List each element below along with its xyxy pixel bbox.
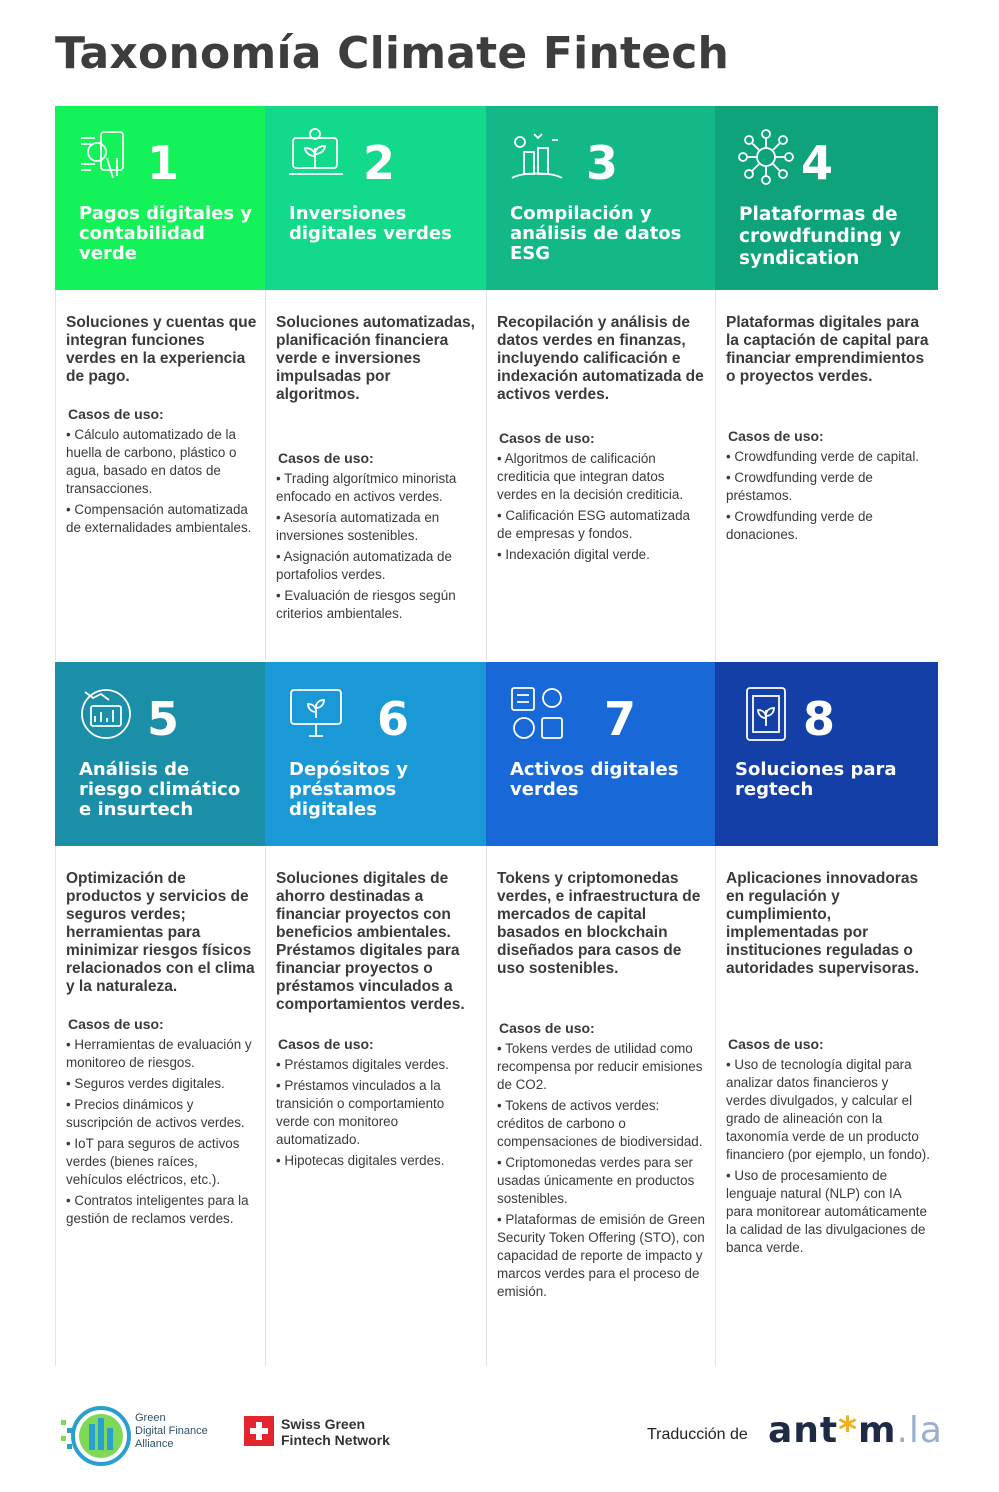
row-2-headers <box>55 662 938 846</box>
category-name: Activos digitales verdes <box>510 759 679 800</box>
use-case-item: • Asesoría automatizada en inversiones sostenibles. <box>276 509 478 545</box>
gdfa-logo <box>57 1400 237 1470</box>
use-case-item: • Trading algorítmico minorista enfocado en activos verdes. <box>276 470 478 506</box>
gdfa-line: Alliance <box>135 1438 174 1450</box>
category-7-header <box>486 662 715 846</box>
category-number: 5 <box>147 692 180 746</box>
use-case-item: • Uso de procesamiento de lenguaje natural (NLP) con IA para monitorear automáticamente la calidad de las divulgaciones de banca verde. <box>726 1167 930 1257</box>
use-case-item: • Indexación digital verde. <box>497 546 707 564</box>
brand-part: ant <box>768 1410 839 1451</box>
category-1-header <box>55 106 265 290</box>
use-case-item: • Compensación automatizada de externalidades ambientales. <box>66 501 257 537</box>
category-2-body <box>265 290 486 660</box>
regtech-clipboard-icon <box>737 684 795 742</box>
use-case-item: • Asignación automatizada de portafolios verdes. <box>276 548 478 584</box>
category-number: 1 <box>147 136 180 190</box>
gdfa-name <box>135 1412 208 1451</box>
use-case-item: • Tokens verdes de utilidad como recompensa por reducir emisiones de CO2. <box>497 1040 707 1094</box>
category-5-header <box>55 662 265 846</box>
use-cases <box>497 430 707 567</box>
category-3-header <box>486 106 715 290</box>
category-description: Soluciones automatizadas, planificación financiera verde e inversiones impulsadas por algoritmos. <box>276 314 475 403</box>
use-case-item: • IoT para seguros de activos verdes (bienes raíces, vehículos eléctricos, etc.). <box>66 1135 257 1189</box>
swiss-line: Swiss Green <box>281 1416 366 1432</box>
category-8-body <box>715 846 938 1366</box>
use-cases <box>726 1036 930 1260</box>
use-case-item: • Préstamos digitales verdes. <box>276 1056 478 1074</box>
category-name: Pagos digitales y contabilidad verde <box>79 203 253 264</box>
swiss-green-fintech-logo <box>244 1414 414 1454</box>
use-cases-title: Casos de uso: <box>68 406 164 422</box>
use-case-item: • Precios dinámicos y suscripción de activos verdes. <box>66 1096 257 1132</box>
category-number: 7 <box>604 692 637 746</box>
use-case-item: • Algoritmos de calificación crediticia que integran datos verdes en la decisión crediticia. <box>497 450 707 504</box>
crowdfunding-network-icon <box>737 128 795 186</box>
category-6-header <box>265 662 486 846</box>
use-cases-title: Casos de uso: <box>499 1020 595 1036</box>
digital-payments-icon <box>77 128 135 186</box>
use-cases-title: Casos de uso: <box>278 1036 374 1052</box>
investment-plant-icon <box>287 128 345 186</box>
use-cases <box>726 428 930 547</box>
use-cases-title: Casos de uso: <box>728 1036 824 1052</box>
use-case-item: • Evaluación de riesgos según criterios ambientales. <box>276 587 478 623</box>
use-cases-title: Casos de uso: <box>499 430 595 446</box>
translation-credit: Traducción de <box>647 1426 748 1443</box>
use-case-item: • Hipotecas digitales verdes. <box>276 1152 478 1170</box>
category-description: Optimización de productos y servicios de seguros verdes; herramientas para minimizar riesgos físicos relacionados con el clima y la naturaleza. <box>66 870 255 995</box>
category-4-header <box>715 106 938 290</box>
use-case-item: • Calificación ESG automatizada de empresas y fondos. <box>497 507 707 543</box>
gdfa-line: Digital Finance <box>135 1425 208 1437</box>
gdfa-emblem-icon <box>57 1400 133 1470</box>
use-cases <box>66 406 257 540</box>
category-description: Soluciones digitales de ahorro destinadas a financiar proyectos con beneficios ambientales. Préstamos digitales para financiar proyectos o préstamos vinculados a comportamientos verdes. <box>276 870 465 1013</box>
use-case-item: • Contratos inteligentes para la gestión de reclamos verdes. <box>66 1192 257 1228</box>
category-description: Recopilación y análisis de datos verdes en finanzas, incluyendo calificación e indexación automatizada de activos verdes. <box>497 314 704 403</box>
category-7-body <box>486 846 715 1366</box>
use-cases <box>497 1020 707 1304</box>
use-case-item: • Préstamos vinculados a la transición o comportamiento verde con monitoreo automatizado. <box>276 1077 478 1149</box>
row-1-headers <box>55 106 938 290</box>
use-cases <box>276 1036 478 1173</box>
gdfa-line: Green <box>135 1412 166 1424</box>
category-name: Compilación y análisis de datos ESG <box>510 203 682 264</box>
use-cases <box>66 1016 257 1231</box>
brand-star-icon: * <box>838 1410 858 1451</box>
brand-part: .la <box>896 1410 943 1451</box>
category-8-header <box>715 662 938 846</box>
esg-data-icon <box>508 128 566 186</box>
use-case-item: • Criptomonedas verdes para ser usadas únicamente en productos sostenibles. <box>497 1154 707 1208</box>
category-name: Análisis de riesgo climático e insurtech <box>79 759 241 820</box>
use-case-item: • Crowdfunding verde de capital. <box>726 448 930 466</box>
use-case-item: • Seguros verdes digitales. <box>66 1075 257 1093</box>
category-description: Soluciones y cuentas que integran funciones verdes en la experiencia de pago. <box>66 314 257 385</box>
category-name: Inversiones digitales verdes <box>289 203 452 244</box>
category-5-body <box>55 846 265 1366</box>
category-name: Soluciones para regtech <box>735 759 897 800</box>
category-number: 4 <box>801 136 834 190</box>
category-1-body <box>55 290 265 660</box>
use-cases-title: Casos de uso: <box>278 450 374 466</box>
category-number: 6 <box>377 692 410 746</box>
digital-assets-icon <box>508 684 566 742</box>
page-title: Taxonomía Climate Fintech <box>55 28 730 79</box>
category-3-body <box>486 290 715 660</box>
risk-analysis-icon <box>77 684 135 742</box>
use-case-item: • Uso de tecnología digital para analizar datos financieros y verdes divulgados, y calcular el grado de alineación con la taxonomía verde de un producto financiero (por ejemplo, un fondo). <box>726 1056 930 1164</box>
category-description: Aplicaciones innovadoras en regulación y cumplimiento, implementadas por instituciones reguladas o autoridades supervisoras. <box>726 870 919 977</box>
use-cases-title: Casos de uso: <box>68 1016 164 1032</box>
use-case-item: • Crowdfunding verde de donaciones. <box>726 508 930 544</box>
category-number: 2 <box>363 136 396 190</box>
use-case-item: • Cálculo automatizado de la huella de carbono, plástico o agua, basado en datos de transacciones. <box>66 426 257 498</box>
row-2-descriptions <box>55 846 938 1366</box>
swiss-flag-icon <box>244 1416 274 1446</box>
category-6-body <box>265 846 486 1366</box>
category-name: Plataformas de crowdfunding y syndication <box>739 204 902 269</box>
category-number: 8 <box>803 692 836 746</box>
use-case-item: • Herramientas de evaluación y monitoreo de riesgos. <box>66 1036 257 1072</box>
monitor-leaf-icon <box>287 684 345 742</box>
use-case-item: • Tokens de activos verdes: créditos de carbono o compensaciones de biodiversidad. <box>497 1097 707 1151</box>
category-4-body <box>715 290 938 660</box>
brand-part: m <box>857 1410 897 1451</box>
category-name: Depósitos y préstamos digitales <box>289 759 408 820</box>
antom-logo <box>768 1410 943 1451</box>
use-cases-title: Casos de uso: <box>728 428 824 444</box>
category-description: Plataformas digitales para la captación de capital para financiar emprendimientos o proyectos verdes. <box>726 314 929 385</box>
category-description: Tokens y criptomonedas verdes, e infraestructura de mercados de capital basados en blockchain diseñados para casos de uso sostenibles. <box>497 870 701 977</box>
category-2-header <box>265 106 486 290</box>
use-case-item: • Plataformas de emisión de Green Security Token Offering (STO), con capacidad de reporte de impacto y marcos verdes para el proceso de emisión. <box>497 1211 707 1301</box>
swiss-line: Fintech Network <box>281 1432 390 1448</box>
category-number: 3 <box>586 136 619 190</box>
use-case-item: • Crowdfunding verde de préstamos. <box>726 469 930 505</box>
footer <box>0 1400 999 1470</box>
use-cases <box>276 450 478 626</box>
swiss-name <box>281 1416 390 1448</box>
row-1-descriptions <box>55 290 938 660</box>
